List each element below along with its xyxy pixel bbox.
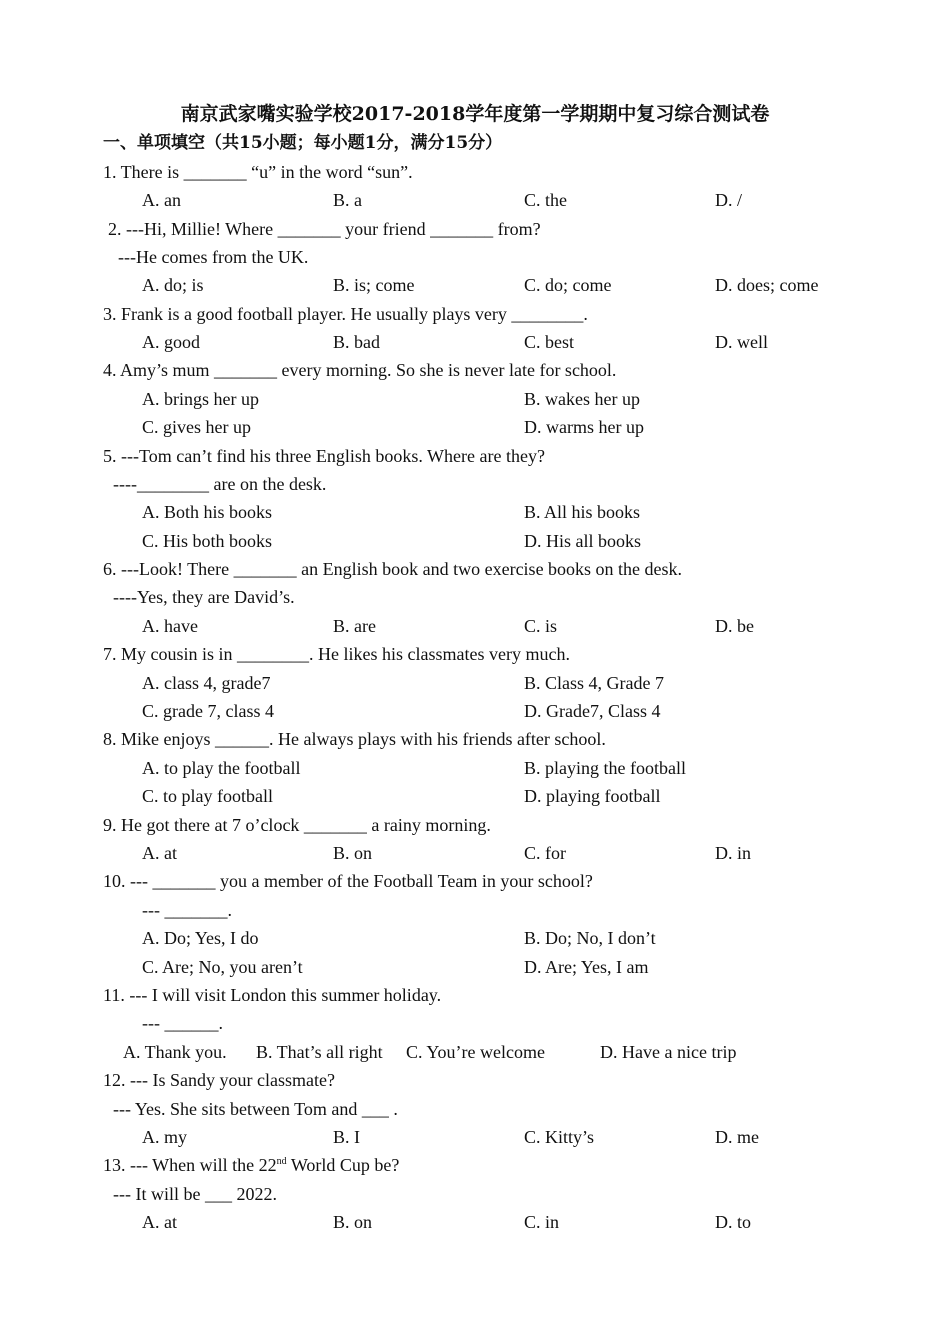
q9-option-d: D. in [715,843,751,863]
q1-option-a: A. an [142,190,181,210]
q10-option-d: D. Are; Yes, I am [524,957,649,977]
question-4-stem: 4. Amy’s mum _______ every morning. So she is never late for school. [103,360,617,380]
q5-option-a: A. Both his books [142,502,273,522]
question-2-reply: ---He comes from the UK. [118,247,309,267]
q8-option-d: D. playing football [524,786,661,806]
q12-option-c: C. Kitty’s [524,1127,595,1147]
question-11-stem: 11. --- I will visit London this summer holiday. [103,985,442,1005]
q2-option-d: D. does; come [715,275,819,295]
q2-option-c: C. do; come [524,275,612,295]
q11-option-b: B. That’s all right [256,1042,383,1062]
q9-option-c: C. for [524,843,566,863]
q6-option-c: C. is [524,616,558,636]
q1-option-c: C. the [524,190,567,210]
question-5-stem: 5. ---Tom can’t find his three English books. Where are they? [103,446,545,466]
question-13-reply: --- It will be ___ 2022. [113,1184,277,1204]
q7-option-b: B. Class 4, Grade 7 [524,673,664,693]
question-13-stem [103,1153,399,1177]
question-9-stem: 9. He got there at 7 o’clock _______ a rainy morning. [103,815,491,835]
q7-option-d: D. Grade7, Class 4 [524,701,661,721]
q12-option-a: A. my [142,1127,187,1147]
q3-option-d: D. well [715,332,768,352]
q13-option-a: A. at [142,1212,177,1232]
q11-option-a: A. Thank you. [123,1042,227,1062]
q3-option-c: C. best [524,332,575,352]
q4-option-a: A. brings her up [142,389,259,409]
q10-option-a: A. Do; Yes, I do [142,928,259,948]
q4-option-b: B. wakes her up [524,389,640,409]
q4-option-c: C. gives her up [142,417,251,437]
q5-option-c: C. His both books [142,531,273,551]
q1-option-d: D. / [715,190,742,210]
q2-option-a: A. do; is [142,275,204,295]
question-13-stem-start: 13. --- When will the 22 [103,1155,277,1175]
section-heading: 一、单项填空（共15小题；每小题1分，满分15分） [103,133,503,153]
q9-option-b: B. on [333,843,373,863]
q10-option-c: C. Are; No, you aren’t [142,957,303,977]
q12-option-d: D. me [715,1127,759,1147]
q1-option-b: B. a [333,190,362,210]
question-1-stem: 1. There is _______ “u” in the word “sun”. [103,162,413,182]
question-6-reply: ----Yes, they are David’s. [113,587,295,607]
q11-option-c: C. You’re welcome [406,1042,545,1062]
question-11-reply: --- ______. [142,1013,223,1033]
q12-option-b: B. I [333,1127,360,1147]
q8-option-b: B. playing the football [524,758,686,778]
question-10-reply: --- _______. [142,900,232,920]
q13-option-d: D. to [715,1212,751,1232]
question-5-reply: ----________ are on the desk. [113,474,327,494]
q6-option-b: B. are [333,616,376,636]
question-7-stem: 7. My cousin is in ________. He likes his classmates very much. [103,644,570,664]
q6-option-d: D. be [715,616,754,636]
q7-option-c: C. grade 7, class 4 [142,701,274,721]
question-8-stem: 8. Mike enjoys ______. He always plays with his friends after school. [103,729,606,749]
q13-option-c: C. in [524,1212,560,1232]
q5-option-b: B. All his books [524,502,641,522]
q5-option-d: D. His all books [524,531,641,551]
question-3-stem: 3. Frank is a good football player. He usually plays very ________. [103,304,588,324]
q2-option-b: B. is; come [333,275,415,295]
q13-option-b: B. on [333,1212,373,1232]
q11-option-d: D. Have a nice trip [600,1042,737,1062]
question-12-stem: 12. --- Is Sandy your classmate? [103,1070,335,1090]
question-13-ordinal-suffix: nd [276,1156,287,1167]
q3-option-a: A. good [142,332,200,352]
q7-option-a: A. class 4, grade7 [142,673,271,693]
q3-option-b: B. bad [333,332,380,352]
question-13-stem-end: World Cup be? [286,1155,400,1175]
question-2-stem: 2. ---Hi, Millie! Where _______ your friend _______ from? [108,219,541,239]
question-10-stem: 10. --- _______ you a member of the Football Team in your school? [103,871,593,891]
q8-option-c: C. to play football [142,786,273,806]
q9-option-a: A. at [142,843,177,863]
q8-option-a: A. to play the football [142,758,301,778]
q6-option-a: A. have [142,616,198,636]
exam-title: 南京武家嘴实验学校2017-2018学年度第一学期期中复习综合测试卷 [180,103,770,125]
q4-option-d: D. warms her up [524,417,644,437]
question-6-stem: 6. ---Look! There _______ an English book and two exercise books on the desk. [103,559,683,579]
q10-option-b: B. Do; No, I don’t [524,928,656,948]
question-12-reply: --- Yes. She sits between Tom and ___ . [113,1099,398,1119]
